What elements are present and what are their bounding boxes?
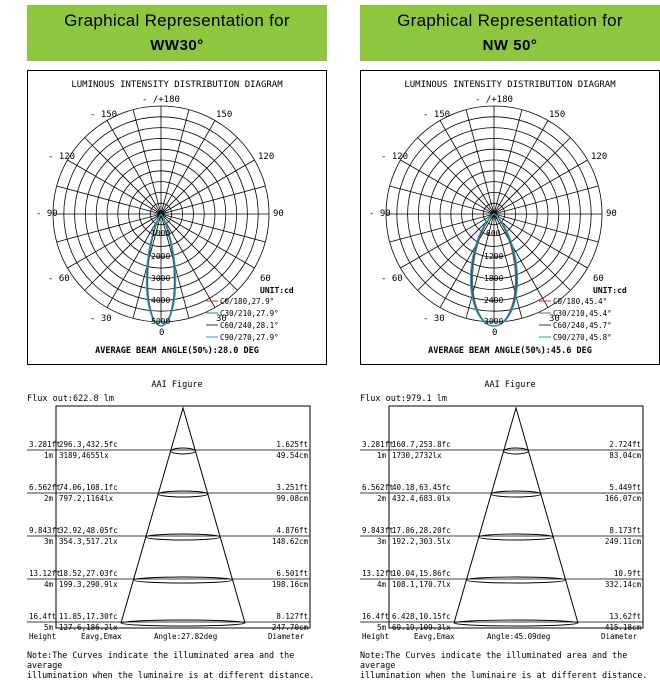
average-beam-angle: AVERAGE BEAM ANGLE(50%):45.6 DEG <box>428 346 592 356</box>
angle-label-0: 0 <box>159 328 165 338</box>
header-title: Graphical Representation for <box>64 11 290 30</box>
angle-label-30: 30 <box>549 314 560 324</box>
height-ft: 9.843ft <box>29 526 61 535</box>
height-ft: 9.843ft <box>362 526 394 535</box>
aai-figure <box>27 372 327 680</box>
illuminance-lx: 192.2,303.5lx <box>392 537 451 546</box>
aai-figure <box>360 372 660 680</box>
height-m: 1m <box>376 451 386 460</box>
beam-ellipse <box>133 577 232 583</box>
scale-label: 2400 <box>484 296 504 305</box>
angle-label-180: - /+180 <box>142 95 180 105</box>
angle-label-60: 60 <box>260 274 271 284</box>
diameter-ft: 8.173ft <box>609 526 641 535</box>
scale-label: 3000 <box>151 274 171 283</box>
beam-ellipse <box>466 577 565 583</box>
diameter-ft: 1.625ft <box>276 440 308 449</box>
illuminance-lx: 354.3,517.2lx <box>59 537 118 546</box>
scale-label: 1200 <box>484 252 504 261</box>
illuminance-fc: 74.06,108.1fc <box>59 483 118 492</box>
diameter-ft: 2.724ft <box>609 440 641 449</box>
footer-height: Height <box>362 632 390 641</box>
polar-title: LUMINOUS INTENSITY DISTRIBUTION DIAGRAM <box>71 80 283 90</box>
height-ft: 3.281ft <box>29 440 61 449</box>
height-m: 5m <box>376 623 386 632</box>
legend-item: C90/270,45.8° <box>553 333 612 342</box>
angle-label-neg30: - 30 <box>423 314 445 324</box>
height-m: 5m <box>43 623 53 632</box>
note-line: illumination when the luminaire is at different distance. <box>360 670 648 680</box>
angle-label-0: 0 <box>492 328 498 338</box>
height-m: 3m <box>376 537 386 546</box>
height-ft: 13.12ft <box>362 569 394 578</box>
aai-title: AAI Figure <box>484 380 536 390</box>
beam-ellipse <box>158 491 208 497</box>
note-line: Note:The Curves indicate the illuminated area and the average <box>27 650 295 670</box>
illuminance-fc: 6.428,10.15fc <box>392 612 451 621</box>
legend-item: C30/210,27.9° <box>220 309 279 318</box>
illuminance-lx: 127.6,186.2lx <box>59 623 118 632</box>
angle-label-neg60: - 60 <box>48 274 70 284</box>
diameter-cm: 247.70cm <box>271 623 308 632</box>
scale-label: 1000 <box>151 229 171 238</box>
polar-diagram-box <box>27 70 327 365</box>
average-beam-angle: AVERAGE BEAM ANGLE(50%):28.0 DEG <box>95 346 259 356</box>
scale-label: 1800 <box>484 274 504 283</box>
note-line: illumination when the luminaire is at different distance. <box>27 670 315 680</box>
scale-label: 5000 <box>151 317 171 326</box>
diameter-ft: 8.127ft <box>276 612 308 621</box>
illuminance-lx: 108.1,170.7lx <box>392 580 451 589</box>
height-ft: 16.4ft <box>29 612 57 621</box>
illuminance-lx: 199.3,290.9lx <box>59 580 118 589</box>
angle-label-neg90: - 90 <box>36 209 58 219</box>
illuminance-lx: 69.19,109.3lx <box>392 623 451 632</box>
angle-label-120: 120 <box>258 152 275 162</box>
angle-label-90: 90 <box>273 209 284 219</box>
scale-label: 4000 <box>151 296 171 305</box>
footer-height: Height <box>29 632 57 641</box>
diameter-cm: 166.07cm <box>604 494 641 503</box>
legend-item: C90/270,27.9° <box>220 333 279 342</box>
legend-item: C0/180,45.4° <box>553 297 608 306</box>
height-ft: 6.562ft <box>362 483 394 492</box>
angle-label-neg30: - 30 <box>90 314 112 324</box>
angle-label-neg120: - 120 <box>381 152 409 162</box>
angle-label-30: 30 <box>216 314 227 324</box>
height-m: 2m <box>43 494 53 503</box>
header-subtitle: NW 50° <box>482 37 538 54</box>
diameter-cm: 148.62cm <box>271 537 308 546</box>
illuminance-lx: 1730,2732lx <box>392 451 442 460</box>
beam-ellipse <box>491 491 541 497</box>
diameter-cm: 49.54cm <box>276 451 308 460</box>
panel-nw50 <box>360 0 660 680</box>
note <box>27 650 327 680</box>
aai-cone-diagram <box>27 372 327 650</box>
aai-title: AAI Figure <box>151 380 203 390</box>
illuminance-fc: 32.92,48.05fc <box>59 526 118 535</box>
angle-label-neg150: - 150 <box>90 110 118 120</box>
illuminance-fc: 40.18,63.45fc <box>392 483 451 492</box>
illuminance-fc: 160.7,253.8fc <box>392 440 451 449</box>
note <box>360 650 660 680</box>
illuminance-lx: 797.2,1164lx <box>59 494 114 503</box>
angle-label-neg90: - 90 <box>369 209 391 219</box>
note-line: Note:The Curves indicate the illuminated area and the average <box>360 650 628 670</box>
angle-label-neg150: - 150 <box>423 110 451 120</box>
illuminance-fc: 10.04,15.86fc <box>392 569 451 578</box>
diameter-ft: 3.251ft <box>276 483 308 492</box>
unit-label: UNIT:cd <box>260 286 294 295</box>
aai-cone-diagram <box>360 372 660 650</box>
angle-label-neg60: - 60 <box>381 274 403 284</box>
illuminance-fc: 296.3,432.5fc <box>59 440 118 449</box>
angle-label-150: 150 <box>549 110 566 120</box>
illuminance-fc: 11.85,17.30fc <box>59 612 118 621</box>
polar-title: LUMINOUS INTENSITY DISTRIBUTION DIAGRAM <box>404 80 616 90</box>
legend-item: C60/240,45.7° <box>553 321 612 330</box>
height-ft: 3.281ft <box>362 440 394 449</box>
header-banner <box>27 5 327 61</box>
footer-eavg: Eavg,Emax <box>81 632 122 641</box>
beam-ellipse <box>171 448 196 454</box>
angle-label-180: - /+180 <box>475 95 513 105</box>
diameter-ft: 13.62ft <box>609 612 641 621</box>
illuminance-lx: 432.4,683.0lx <box>392 494 451 503</box>
height-m: 2m <box>376 494 386 503</box>
panel-ww30 <box>27 0 327 680</box>
illuminance-lx: 3189,4655lx <box>59 451 109 460</box>
illuminance-fc: 18.52,27.03fc <box>59 569 118 578</box>
height-m: 4m <box>43 580 53 589</box>
height-ft: 6.562ft <box>29 483 61 492</box>
legend-item: C0/180,27.9° <box>220 297 275 306</box>
footer-angle: Angle:45.09deg <box>487 632 551 641</box>
diameter-ft: 10.9ft <box>613 569 641 578</box>
angle-label-neg120: - 120 <box>48 152 76 162</box>
beam-ellipse <box>121 620 245 626</box>
diameter-ft: 6.501ft <box>276 569 308 578</box>
footer-diameter: Diameter <box>601 632 638 641</box>
polar-diagram <box>361 71 659 364</box>
footer-eavg: Eavg,Emax <box>414 632 455 641</box>
footer-diameter: Diameter <box>268 632 305 641</box>
angle-label-60: 60 <box>593 274 604 284</box>
diameter-cm: 415.18cm <box>604 623 641 632</box>
header-banner <box>360 5 660 61</box>
scale-label: 2000 <box>151 252 171 261</box>
diameter-ft: 4.876ft <box>276 526 308 535</box>
height-m: 3m <box>43 537 53 546</box>
height-m: 4m <box>376 580 386 589</box>
flux-out: Flux out:979.1 lm <box>360 394 447 404</box>
diameter-cm: 198.16cm <box>271 580 308 589</box>
angle-label-120: 120 <box>591 152 608 162</box>
beam-ellipse <box>504 448 529 454</box>
scale-label: 3000 <box>484 317 504 326</box>
angle-label-150: 150 <box>216 110 233 120</box>
beam-ellipse <box>479 534 553 540</box>
diameter-cm: 332.14cm <box>604 580 641 589</box>
polar-diagram <box>28 71 326 364</box>
legend-item: C60/240,28.1° <box>220 321 279 330</box>
diameter-ft: 5.449ft <box>609 483 641 492</box>
angle-label-90: 90 <box>606 209 617 219</box>
beam-ellipse <box>146 534 220 540</box>
diameter-cm: 249.11cm <box>604 537 641 546</box>
height-ft: 16.4ft <box>362 612 390 621</box>
height-m: 1m <box>43 451 53 460</box>
legend-item: C30/210,45.4° <box>553 309 612 318</box>
diameter-cm: 99.08cm <box>276 494 308 503</box>
illuminance-fc: 17.86,28.20fc <box>392 526 451 535</box>
unit-label: UNIT:cd <box>593 286 627 295</box>
flux-out: Flux out:622.8 lm <box>27 394 114 404</box>
footer-angle: Angle:27.82deg <box>154 632 218 641</box>
polar-diagram-box <box>360 70 660 365</box>
diameter-cm: 83.04cm <box>609 451 641 460</box>
scale-label: 600 <box>486 229 501 238</box>
beam-ellipse <box>454 620 578 626</box>
header-subtitle: WW30° <box>150 37 204 54</box>
header-title: Graphical Representation for <box>397 11 623 30</box>
height-ft: 13.12ft <box>29 569 61 578</box>
